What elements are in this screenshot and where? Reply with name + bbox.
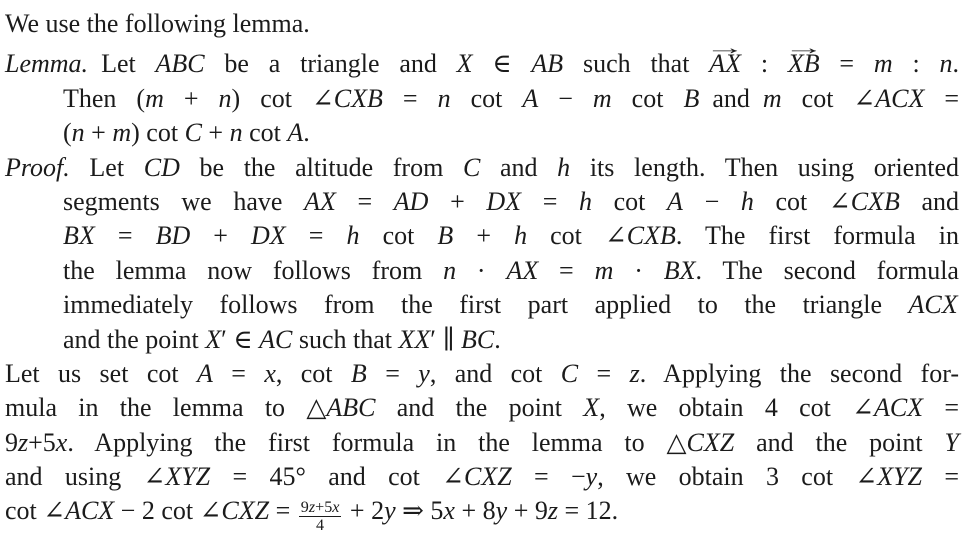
text-segment: immediately follows from the first part applied to the triangle	[63, 290, 909, 320]
document-line-lemma-line-2	[5, 82, 959, 116]
math-segment: ∠CXZ = −y,	[442, 462, 604, 492]
math-variable: A	[196, 358, 213, 388]
math-variable: CXB	[626, 221, 676, 251]
text-segment: and	[699, 83, 763, 113]
text-segment: and cot	[436, 358, 561, 388]
math-variable: XX	[398, 324, 431, 354]
math-variable: ABC	[155, 49, 205, 79]
text-segment: We use the following lemma.	[5, 9, 310, 38]
vector-arrow-overline	[709, 47, 741, 81]
line-content	[63, 116, 310, 150]
text-segment: and the point	[63, 324, 206, 354]
text-segment: cot	[775, 186, 829, 216]
math-variable: n	[71, 118, 85, 148]
math-segment: n · AX = m · BX.	[443, 255, 702, 285]
math-segment: ∠ACX =	[852, 393, 959, 423]
math-variable: n	[939, 49, 953, 79]
line-content	[5, 460, 959, 494]
math-segment: A − m	[522, 83, 612, 113]
math-variable: A	[667, 186, 683, 216]
document-line-solution-line-2	[5, 391, 959, 425]
text-segment: cot	[631, 83, 684, 113]
math-variable: m	[145, 83, 164, 113]
math-variable: CD	[143, 152, 180, 182]
text-segment: and	[899, 186, 960, 216]
math-segment: :	[741, 49, 788, 79]
math-variable: DX	[486, 186, 522, 216]
text-segment: Let	[69, 152, 144, 182]
math-segment: (m + n)	[136, 83, 261, 113]
math-variable: x	[55, 427, 68, 457]
text-segment: cot	[146, 118, 185, 148]
document-line-proof-line-6	[5, 323, 959, 357]
math-variable: DX	[251, 221, 286, 251]
document-line-solution-line-4	[5, 460, 959, 494]
math-variable: CXZ	[686, 427, 735, 457]
math-segment	[909, 290, 958, 319]
line-content	[5, 391, 959, 425]
math-segment	[683, 84, 699, 113]
text-segment: such that	[292, 324, 399, 354]
math-segment: ∠XYZ = 45°	[143, 462, 306, 492]
math-variable: AX	[304, 186, 336, 216]
math-variable: C	[462, 152, 481, 182]
math-variable: A	[522, 83, 539, 113]
math-segment: B + h	[437, 221, 528, 251]
text-segment: its length. Then using oriented	[570, 152, 959, 182]
math-variable: AX	[709, 49, 742, 79]
math-variable: z	[18, 427, 29, 457]
math-segment: C + n	[184, 118, 243, 148]
math-variable: m	[594, 255, 614, 285]
document-line-proof-line-5	[5, 288, 959, 322]
math-segment	[945, 428, 959, 457]
math-variable: X	[583, 393, 600, 423]
math-variable: ACX	[65, 496, 115, 526]
math-variable: ACX	[908, 290, 958, 320]
fraction	[299, 499, 342, 535]
text-segment: segments we have	[63, 186, 305, 216]
math-variable: C	[184, 118, 202, 148]
math-variable: x	[443, 496, 455, 526]
math-variable: y	[585, 462, 598, 492]
math-segment	[156, 49, 205, 78]
document-line-solution-line-5	[5, 494, 959, 535]
math-variable: B	[350, 358, 367, 388]
math-variable: CXB	[850, 186, 900, 216]
math-variable: AX	[506, 255, 539, 285]
fraction-numerator: 9z+5x	[300, 499, 340, 517]
line-content	[5, 151, 959, 185]
vector-arrow-overline	[788, 47, 820, 81]
text-segment: cot	[613, 186, 668, 216]
math-variable: y	[384, 496, 396, 526]
text-segment: Let	[88, 49, 156, 79]
line-content	[5, 426, 959, 460]
text-segment: and the point	[734, 427, 945, 457]
math-segment: C = z.	[560, 358, 647, 388]
document-line-solution-line-1	[5, 357, 959, 391]
math-segment: ∠ACX − 2	[43, 496, 162, 526]
math-variable: Y	[944, 427, 959, 457]
line-content	[63, 288, 958, 322]
math-variable: B	[683, 83, 700, 113]
math-variable: n	[443, 255, 457, 285]
math-segment	[144, 153, 180, 182]
text-segment: and cot	[305, 462, 443, 492]
document-line-proof-line-1	[5, 151, 959, 185]
line-content	[5, 7, 310, 41]
math-variable: m	[873, 49, 893, 79]
math-variable: x	[332, 499, 340, 517]
math-variable: BX	[663, 255, 696, 285]
math-variable: CXZ	[221, 496, 270, 526]
math-variable: h	[514, 221, 528, 251]
math-variable: BX	[63, 221, 95, 251]
math-variable: z	[629, 358, 640, 388]
math-segment: X,	[583, 393, 606, 423]
math-variable: h	[557, 152, 571, 182]
math-segment: XX′ ∥ BC.	[398, 324, 501, 354]
line-content	[63, 185, 959, 219]
document-line-proof-line-4	[5, 254, 959, 288]
math-variable: h	[740, 186, 754, 216]
math-segment: 9z+5x.	[5, 427, 74, 457]
math-variable: C	[560, 358, 579, 388]
math-segment: BX = BD + DX = h	[63, 221, 360, 251]
text-segment: cot	[5, 496, 44, 526]
math-variable: X	[205, 324, 222, 354]
italic-text-segment: Lemma.	[5, 49, 89, 79]
line-content	[63, 82, 959, 116]
math-variable: X	[456, 49, 473, 79]
math-segment: △CXZ	[666, 427, 735, 457]
math-segment: ∠CXB = n	[311, 83, 451, 113]
math-segment	[763, 84, 802, 113]
math-variable: h	[346, 221, 360, 251]
text-segment: and the point	[375, 393, 584, 423]
text-segment: cot	[382, 221, 438, 251]
math-variable: A	[287, 118, 304, 148]
math-segment: + 2y ⇒ 5x + 8y + 9z = 12.	[343, 496, 619, 526]
text-segment: The second formula	[701, 255, 959, 285]
text-segment: and using	[5, 462, 144, 492]
text-segment: such that	[563, 49, 710, 79]
math-variable: AD	[393, 186, 429, 216]
math-segment: A − h	[667, 186, 754, 216]
line-content	[5, 494, 618, 534]
italic-text-segment: Proof.	[5, 152, 70, 182]
math-segment: ∠XYZ =	[855, 462, 959, 492]
math-segment: X′ ∈ AC	[205, 324, 293, 354]
document-line-intro-line	[5, 7, 959, 41]
text-segment: mula in the lemma to	[5, 393, 307, 423]
math-segment: ∠CXZ =	[199, 496, 297, 526]
text-segment: Then	[63, 83, 137, 113]
math-variable: n	[229, 118, 243, 148]
math-segment: B = y,	[350, 358, 437, 388]
math-segment: A.	[287, 118, 310, 148]
text-segment: the lemma now follows from	[63, 255, 444, 285]
math-variable: AB	[531, 49, 564, 79]
math-segment: = m : n.	[819, 49, 959, 79]
document-line-lemma-line-1	[5, 41, 959, 81]
math-variable: m	[112, 118, 132, 148]
math-variable: XB	[787, 49, 820, 79]
math-variable: ACX	[873, 393, 924, 423]
math-variable: m	[592, 83, 612, 113]
text-segment: cot	[260, 83, 312, 113]
document-line-lemma-line-3	[5, 116, 959, 150]
math-variable: XYZ	[877, 462, 922, 492]
math-variable: x	[264, 358, 276, 388]
text-segment: cot	[249, 118, 288, 148]
math-variable: ACX	[875, 83, 925, 113]
text-segment: cot	[161, 496, 200, 526]
math-variable: h	[579, 186, 592, 216]
math-segment: X ∈ AB	[456, 49, 564, 79]
math-variable: m	[762, 83, 782, 113]
math-segment: AX = AD + DX = h	[304, 186, 592, 216]
math-variable: y	[495, 496, 508, 526]
math-segment	[463, 153, 480, 182]
math-segment: ∠CXB	[828, 186, 900, 216]
math-segment: △ABC	[306, 393, 376, 423]
math-segment: (n + m)	[63, 118, 147, 148]
math-variable: CXB	[333, 83, 383, 113]
text-segment: we obtain 4 cot	[605, 393, 853, 423]
math-variable: z	[547, 496, 558, 526]
math-variable: ABC	[326, 393, 376, 423]
text-segment: and	[480, 152, 558, 182]
math-variable: B	[437, 221, 454, 251]
line-content	[63, 254, 959, 288]
document-line-proof-line-2	[5, 185, 959, 219]
line-content	[63, 219, 959, 253]
math-variable: AC	[259, 324, 293, 354]
text-segment: we obtain 3 cot	[603, 462, 856, 492]
line-content	[5, 47, 959, 81]
fraction-denominator: 4	[299, 516, 342, 534]
text-segment: cot	[282, 358, 351, 388]
document-line-solution-line-3	[5, 426, 959, 460]
text-segment: Applying the second for-	[646, 358, 959, 388]
math-segment	[557, 153, 570, 182]
text-segment: cot	[470, 83, 523, 113]
math-variable: z	[308, 499, 316, 517]
math-segment: ∠CXB.	[604, 221, 683, 251]
text-segment: cot	[801, 83, 854, 113]
text-segment: Let us set cot	[5, 358, 197, 388]
line-content	[5, 357, 959, 391]
document-line-proof-line-3	[5, 219, 959, 253]
math-segment: A = x,	[196, 358, 283, 388]
math-variable: y	[418, 358, 430, 388]
math-variable: BC	[460, 324, 495, 354]
math-segment: ∠ACX =	[853, 83, 959, 113]
text-segment: be a triangle and	[204, 49, 457, 79]
math-variable: XYZ	[165, 462, 211, 492]
text-segment: be the altitude from	[179, 152, 463, 182]
math-variable: n	[218, 83, 232, 113]
text-segment: The first formula in	[682, 221, 959, 251]
math-variable: n	[437, 83, 451, 113]
text-segment: Applying the first formula in the lemma to	[73, 427, 667, 457]
math-variable: CXZ	[463, 462, 512, 492]
text-segment: cot	[550, 221, 605, 251]
math-variable: BD	[155, 221, 191, 251]
line-content	[63, 323, 501, 357]
